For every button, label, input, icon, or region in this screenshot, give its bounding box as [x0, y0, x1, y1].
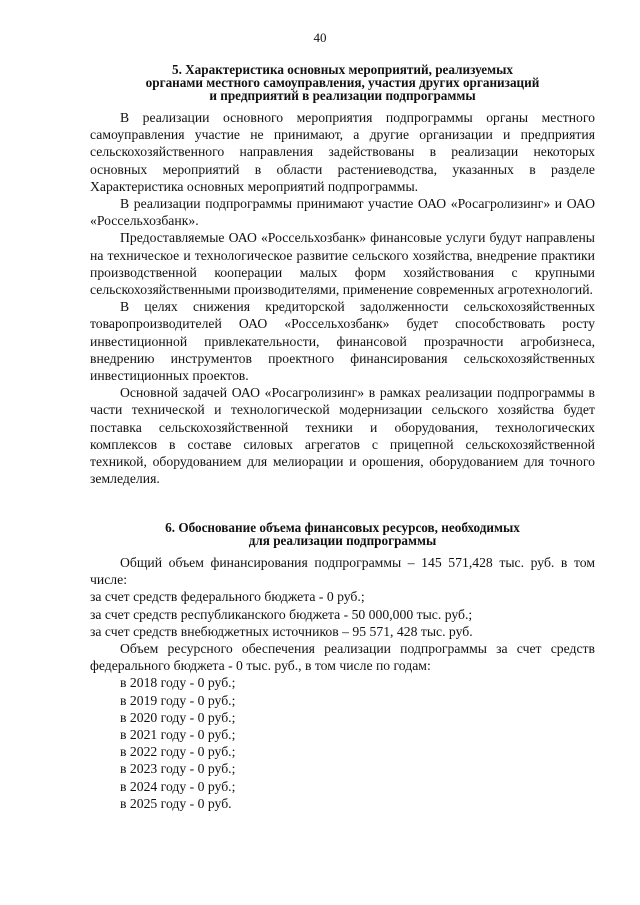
paragraph: В целях снижения кредиторской задолженности сельскохозяйственных товаропроизводителей ОАО «Россельхозбанк» будет способствовать росту инвестиционной привлекательности, финансовой прозрачности агробизнеса, внедрению инструментов проектного финансирования сельскохозяйственных инвестиционных проектов.	[90, 299, 595, 384]
paragraph: Основной задачей ОАО «Росагролизинг» в рамках реализации подпрограммы в части технической и технологической модернизации сельского хозяйства будет поставка сельскохозяйственной техники и оборудования, технологических комплексов в составе силовых агрегатов с прицепной сельскохозяйственной техникой, оборудованием для мелиорации и орошения, оборудованием для точного земледелия.	[90, 385, 595, 487]
funding-source-line: за счет средств федерального бюджета - 0 руб.;	[90, 589, 365, 605]
year-line: в 2019 году - 0 руб.;	[120, 692, 236, 708]
section-5-body	[90, 109, 595, 487]
year-line: в 2018 году - 0 руб.;	[120, 675, 236, 691]
paragraph: В реализации основного мероприятия подпрограммы органы местного самоуправления участие не принимают, а другие организации и предприятия сельскохозяйственного направления задействованы в реализации некоторых основных мероприятий в области растениеводства, указанных в разделе Характеристика основных мероприятий подпрограммы.	[90, 110, 595, 194]
paragraph: Предоставляемые ОАО «Россельхозбанк» финансовые услуги будут направлены на техническое и технологическое развитие сельского хозяйства, внедрение практики производственной кооперации малых форм хозяйствования с крупными сельскохозяйственными производителями, применение современных агротехнологий.	[90, 230, 595, 298]
total-funding-paragraph: Общий объем финансирования подпрограммы – 145 571,428 тыс. руб. в том числе:	[90, 555, 595, 588]
year-line: в 2022 году - 0 руб.;	[120, 744, 236, 760]
section-5-title	[90, 63, 595, 102]
year-line: в 2021 году - 0 руб.;	[120, 727, 236, 743]
funding-source-line: за счет средств республиканского бюджета - 50 000,000 тыс. руб.;	[90, 606, 473, 622]
paragraph: В реализации подпрограммы принимают участие ОАО «Росагролизинг» и ОАО «Россельхозбанк».	[90, 196, 595, 229]
year-line: в 2024 году - 0 руб.;	[120, 778, 236, 794]
section-5-title-line: 5. Характеристика основных мероприятий, реализуемых	[171, 62, 514, 77]
section-6-title	[90, 521, 595, 547]
section-6-title-line: для реализации подпрограммы	[248, 533, 437, 548]
section-5-title-line: и предприятий в реализации подпрограммы	[209, 88, 476, 103]
year-line: в 2023 году - 0 руб.;	[120, 761, 236, 777]
section-6-body	[90, 554, 595, 812]
year-line: в 2025 году - 0 руб.	[120, 795, 232, 811]
page-number: 40	[313, 30, 327, 45]
funding-source-line: за счет средств внебюджетных источников – 95 571, 428 тыс. руб.	[90, 623, 473, 639]
federal-funding-paragraph: Объем ресурсного обеспечения реализации подпрограммы за счет средств федерального бюджета - 0 тыс. руб., в том числе по годам:	[90, 641, 595, 674]
year-line: в 2020 году - 0 руб.;	[120, 709, 236, 725]
section-6-title-line: 6. Обоснование объема финансовых ресурсов, необходимых	[165, 520, 520, 535]
section-5-title-line: органами местного самоуправления, участия других организаций	[145, 75, 540, 90]
